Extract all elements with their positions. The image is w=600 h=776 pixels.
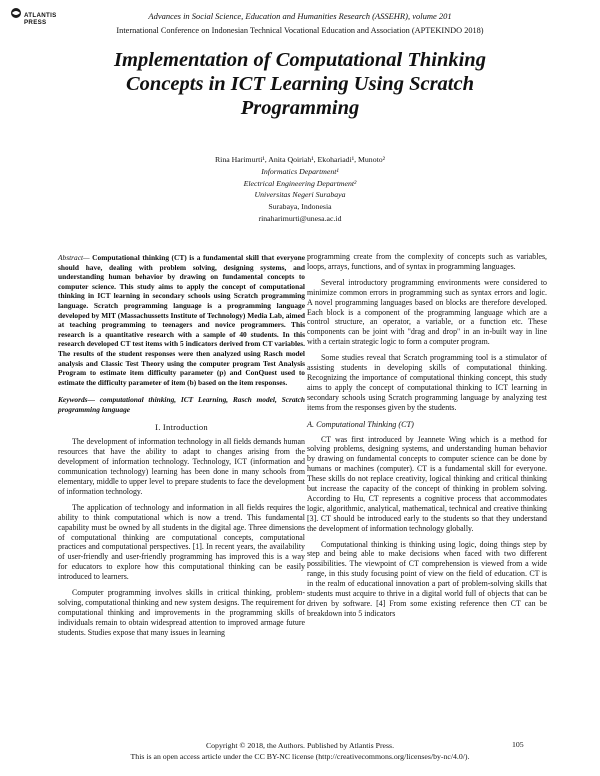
paragraph: Some studies reveal that Scratch programming tool is a stimulator of assisting students in developing skills of computational thinking. Recognizing the importance of computational thinking concept, this study aims to apply the concept of computational thinking to ICT learning in secondary schools using Scratch programming language by analyzing test items from the responses given by the students. bbox=[307, 353, 547, 412]
author-email: rinaharimurti@unesa.ac.id bbox=[258, 213, 342, 223]
keywords bbox=[58, 395, 305, 414]
copyright-line: Copyright © 2018, the Authors. Published by Atlantis Press. bbox=[205, 741, 395, 750]
subsection-heading: A. Computational Thinking (CT) bbox=[307, 419, 414, 429]
title-line: Programming bbox=[240, 97, 360, 119]
page-number: 105 bbox=[512, 740, 524, 749]
paragraph: programming create from the complexity of concepts such as variables, loops, arrays, functions, and of syntax in programming languages. bbox=[307, 252, 547, 271]
left-column bbox=[58, 253, 305, 644]
section-heading: I. Introduction bbox=[155, 421, 208, 432]
license-line: This is an open access article under the CC BY-NC license (http://creativecommons.org/licenses/by-nc/4.0/). bbox=[130, 752, 470, 761]
title-line: Concepts in ICT Learning Using Scratch bbox=[126, 73, 474, 95]
paragraph: CT was first introduced by Jeannete Wing which is a method for solving problems, designing systems, and understanding human behavior by drawing on fundamental concepts to computer science can be done by humans or machines (computer). CT is a fundamental skill for everyone. These skills do not replace creativity, logical thinking and critical thinking but increase the capacity of the concept of thinking in problem solving. According to Hu, CT represents a cognitive process that accommodates logic, algorithmic, analytical, mathematical, technical and creative thinking [3]. CT should be introduced early to the students so that they understand the development of information technology globally. bbox=[307, 434, 547, 533]
affiliation-city: Surabaya, Indonesia bbox=[268, 202, 332, 212]
paper-title bbox=[70, 48, 530, 120]
author-names: Rina Harimurti¹, Anita Qoiriah¹, Ekohariadi¹, Munoto² bbox=[214, 155, 386, 164]
abstract-text: Computational thinking (CT) is a fundamental skill that everyone should have, dealing with problem solving, designing systems, and understanding human behavior by drawing on fundamental concepts to computer science. This study aims to apply the concept of computational thinking in ICT learning in secondary schools using Scratch programming language. Scratch programming language is a programming language developed by MIT (Massachussetts Institute of Technology) Media Lab, aimed at teaching programming to teenagers and novice programmers. This research is a quantitative research with a sample of 40 students. In this research developed CT test items with 5 indicators derived from CT variables. The results of the student responses were then analyzed using Rasch model analysis and Classic Test Theory using the computer program Test Analysis Program to estimate item difficulty parameter (p) and ConQuest used to estimate the difficulty parameter of item (b) based on the item responses. bbox=[58, 253, 305, 387]
journal-header: Advances in Social Science, Education and Humanities Research (ASSEHR), volume 201 bbox=[148, 11, 452, 21]
page-footer bbox=[0, 740, 600, 762]
publisher-name-line1: ATLANTIS bbox=[24, 12, 57, 19]
affiliation-university: Universitas Negeri Surabaya bbox=[254, 190, 346, 200]
affiliation-dept1: Informatics Department¹ bbox=[261, 166, 339, 176]
conference-header: International Conference on Indonesian Technical Vocational Education and Association (APTEKINDO 2018) bbox=[116, 26, 484, 35]
paragraph: The development of information technology in all fields demands human resources that have the ability to adapt to changes arising from the development of information technology. Technology, ICT (information and communication technology) learning has been done in many schools from elementary, middle to upper level to prepare students to face the development of information technology. bbox=[58, 437, 305, 496]
affiliation-dept2: Electrical Engineering Department² bbox=[243, 178, 357, 188]
publisher-name-line2: PRESS bbox=[24, 19, 47, 26]
paragraph: Computer programming involves skills in critical thinking, problem-solving, computational thinking and new system designs. The requirement for computational thinking and improvements in the programming skills of individuals remain to obtain widespread attention to improved armage future students. Studies expose that many issues in learning bbox=[58, 588, 305, 637]
paragraph: Several introductory programming environments were considered to minimize common errors in programming such as syntax errors and logic. A novel programming languages based on blocks are therefore developed. Each block is a component of the programming language which are a control structure, an operator, a variable, or a function etc. These components can be joint with "drag and drop" in an in-built way in line with a certain strategic logic to form a computer program. bbox=[307, 277, 547, 347]
right-column bbox=[307, 252, 547, 625]
title-line: Implementation of Computational Thinking bbox=[114, 49, 486, 71]
abstract bbox=[58, 253, 305, 387]
abstract-label: Abstract— bbox=[58, 253, 90, 262]
paragraph: The application of technology and information in all fields requires the ability to think computational which is now a trend. This fundamental capability must be owned by all students in the digital age. Three dimensions of computational thinking are computational concepts, computational practices and computational perspectives. [1]. In recent years, the availability of user-friendly and user-friendly programming has improved this is a way for educators to explore how this computational thinking can be easily introduced to learners. bbox=[58, 502, 305, 582]
author-block bbox=[0, 154, 600, 225]
keywords-text: computational thinking, ICT Learning, Rasch model, Scratch programming language bbox=[58, 395, 305, 414]
keywords-label: Keywords— bbox=[58, 395, 95, 405]
paragraph: Computational thinking is thinking using logic, doing things step by step and being able to make decisions when faced with two different possibilities. The viewpoint of CT comprehension is viewed from a wide range, in this study focusing point of view on the field of education. CT is in the realm of educational innovation a part of problem-solving skills that students must acquire to thrive in a digital world full of objects that can be driven by software. [4] From some existing reference then CT can be breakdown into 5 indicators bbox=[307, 539, 547, 618]
